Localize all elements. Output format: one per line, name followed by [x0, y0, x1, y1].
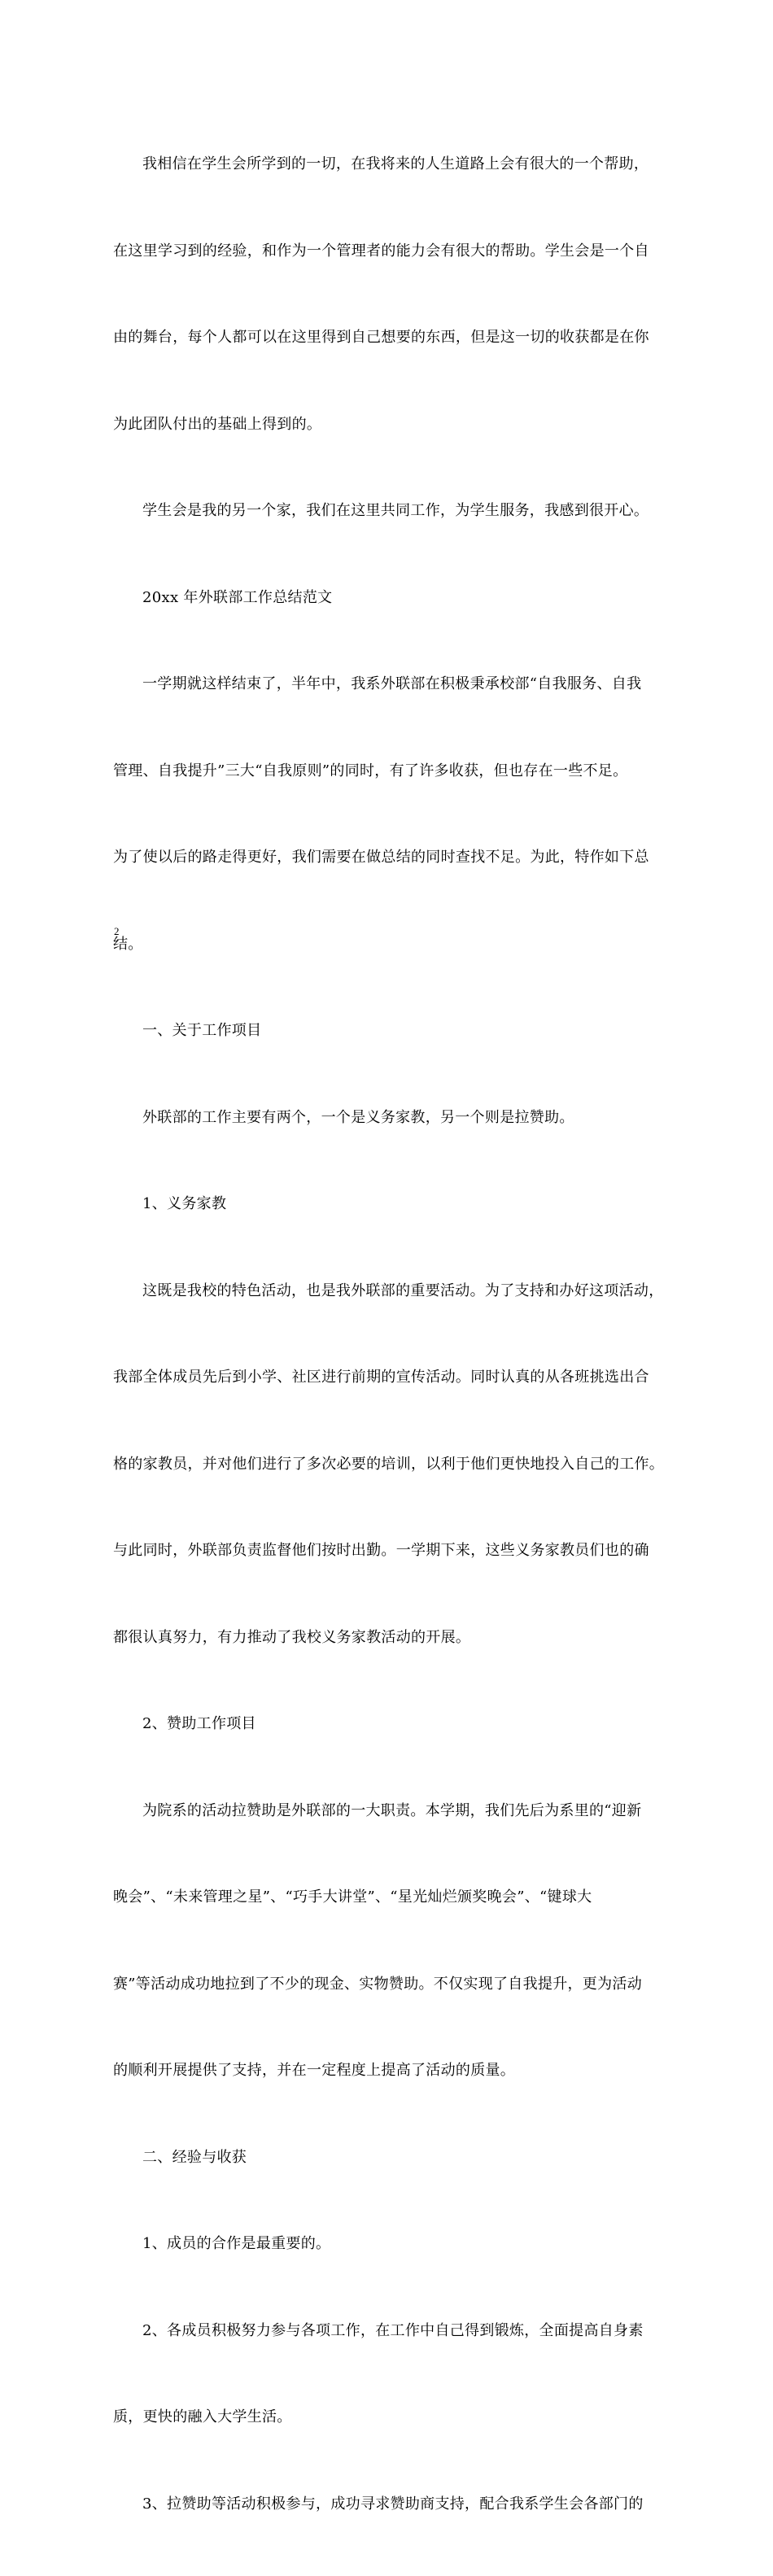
text-line: 在这里学习到的经验，和作为一个管理者的能力会有很大的帮助。学生会是一个自: [113, 242, 649, 260]
text-line: 2、各成员积极努力参与各项工作，在工作中自己得到锻炼，全面提高自身素: [142, 2321, 644, 2339]
text-line: 为此团队付出的基础上得到的。: [113, 415, 322, 433]
subheading: 2、赞助工作项目: [142, 1715, 256, 1732]
heading: 二、经验与收获: [142, 2148, 247, 2166]
body-text: [113, 92, 663, 2576]
text-line: 由的舞台，每个人都可以在这里得到自己想要的东西，但是这一切的收获都是在你: [113, 329, 649, 346]
text-line: 晚会”、“未来管理之星”、“巧手大讲堂”、“星光灿烂颁奖晚会”、“键球大: [113, 1888, 592, 1906]
text-line: 的顺利开展提供了支持，并在一定程度上提高了活动的质量。: [113, 2062, 516, 2079]
text-line: 结。: [113, 935, 143, 953]
text-line: 外联部的工作主要有两个，一个是义务家教，另一个则是拉赞助。: [142, 1108, 574, 1126]
text-line: 质，更快的融入大学生活。: [113, 2408, 292, 2425]
text-line: 与此同时，外联部负责监督他们按时出勤。一学期下来，这些义务家教员们也的确: [113, 1542, 649, 1559]
text-line: 学生会是我的另一个家，我们在这里共同工作，为学生服务，我感到很开心。: [142, 502, 649, 519]
text-line: 我部全体成员先后到小学、社区进行前期的宣传活动。同时认真的从各班挑选出合: [113, 1369, 649, 1386]
heading: 一、关于工作项目: [142, 1022, 262, 1039]
text-line: 赛”等活动成功地拉到了不少的现金、实物赞助。不仅实现了自我提升，更为活动: [113, 1975, 642, 1993]
section-title: 20xx 年外联部工作总结范文: [142, 588, 333, 606]
text-line: 这既是我校的特色活动，也是我外联部的重要活动。为了支持和办好这项活动，: [142, 1281, 664, 1299]
text-line: 为了使以后的路走得更好，我们需要在做总结的同时查找不足。为此，特作如下总: [113, 849, 649, 866]
subheading: 1、义务家教: [142, 1195, 227, 1212]
text-line: 管理、自我提升”三大“自我原则”的同时，有了许多收获，但也存在一些不足。: [113, 762, 628, 779]
document-body: [113, 92, 663, 2576]
text-line: 1、成员的合作是最重要的。: [142, 2235, 331, 2252]
text-line: 一学期就这样结束了，半年中，我系外联部在积极秉承校部“自我服务、自我: [142, 675, 642, 692]
text-line: 3、拉赞助等活动积极参与，成功寻求赞助商支持，配合我系学生会各部门的: [142, 2495, 644, 2513]
page-number: 2: [114, 925, 120, 937]
text-line: 都很认真努力，有力推动了我校义务家教活动的开展。: [113, 1628, 471, 1646]
text-line: 为院系的活动拉赞助是外联部的一大职责。本学期，我们先后为系里的“迎新: [142, 1801, 642, 1819]
text-line: 格的家教员，并对他们进行了多次必要的培训，以利于他们更快地投入自己的工作。: [113, 1455, 665, 1473]
text-line: 我相信在学生会所学到的一切，在我将来的人生道路上会有很大的一个帮助，: [142, 155, 649, 172]
